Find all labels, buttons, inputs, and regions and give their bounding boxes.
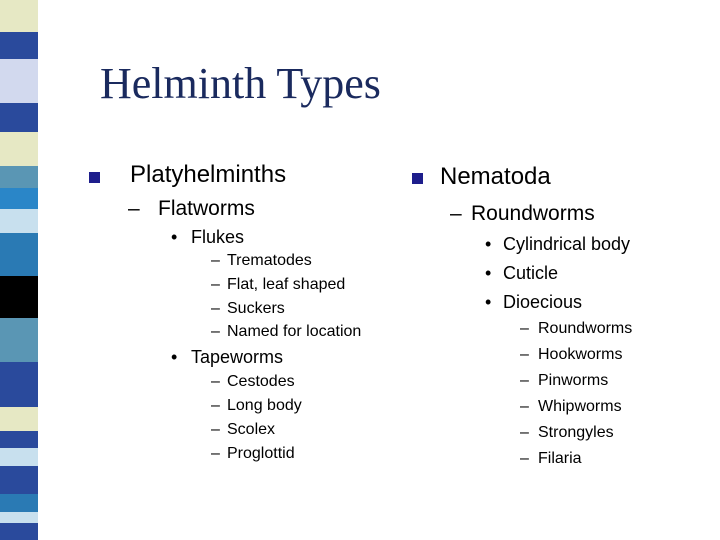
dash-bullet: –: [211, 421, 220, 438]
dot-bullet: •: [485, 292, 492, 312]
dot-bullet: •: [171, 347, 178, 367]
dot-bullet: •: [485, 263, 492, 283]
stripe-segment: [0, 407, 38, 431]
right-heading: Nematoda: [440, 163, 551, 190]
list-item: Cestodes: [227, 373, 295, 390]
left-sub: Flatworms: [158, 197, 255, 220]
stripe-segment: [0, 318, 38, 342]
dash-bullet: –: [211, 276, 220, 293]
list-item: Strongyles: [538, 424, 614, 441]
list-item: Filaria: [538, 450, 582, 467]
right-point: Cuticle: [503, 263, 559, 283]
stripe-segment: [0, 132, 38, 166]
list-item: Long body: [227, 397, 302, 414]
stripe-segment: [0, 466, 38, 494]
list-item: Whipworms: [538, 398, 622, 415]
dash-bullet: –: [211, 300, 220, 317]
list-item: Pinworms: [538, 372, 609, 389]
list-item: Flat, leaf shaped: [227, 276, 346, 293]
list-item: Roundworms: [538, 320, 633, 337]
stripe-segment: [0, 448, 38, 466]
dash-bullet: –: [211, 445, 220, 462]
stripe-segment: [0, 0, 38, 32]
dash-bullet: –: [520, 450, 529, 467]
list-item: Named for location: [227, 323, 362, 340]
dash-bullet: –: [211, 373, 220, 390]
right-point: Cylindrical body: [503, 234, 631, 254]
dash-bullet: –: [520, 398, 529, 415]
stripe-segment: [0, 188, 38, 209]
right-point: Dioecious: [503, 292, 583, 312]
left-heading: Platyhelminths: [130, 161, 287, 188]
dash-bullet: –: [520, 372, 529, 389]
list-item: Trematodes: [227, 252, 312, 269]
dot-bullet: •: [485, 234, 492, 254]
stripe-segment: [0, 342, 38, 362]
list-item: Hookworms: [538, 346, 623, 363]
dash-bullet: –: [211, 323, 220, 340]
dash-bullet: –: [520, 424, 529, 441]
stripe-segment: [0, 32, 38, 59]
list-item: Scolex: [227, 421, 276, 438]
dash-bullet: –: [211, 252, 220, 269]
left-group-tapeworms: Tapeworms: [191, 347, 284, 367]
stripe-segment: [0, 209, 38, 233]
dash-bullet: –: [450, 202, 462, 225]
dash-bullet: –: [211, 397, 220, 414]
list-item: Proglottid: [227, 445, 295, 462]
left-group-flukes: Flukes: [191, 227, 245, 247]
dash-bullet: –: [128, 197, 140, 220]
stripe-segment: [0, 512, 38, 523]
stripe-segment: [0, 362, 38, 407]
right-sub: Roundworms: [471, 202, 595, 225]
stripe-segment: [0, 523, 38, 540]
dash-bullet: –: [520, 346, 529, 363]
stripe-segment: [0, 431, 38, 448]
slide-title: Helminth Types: [100, 59, 381, 108]
dash-bullet: –: [520, 320, 529, 337]
stripe-segment: [0, 276, 38, 318]
stripe-segment: [0, 103, 38, 132]
stripe-segment: [0, 494, 38, 512]
list-item: Suckers: [227, 300, 285, 317]
stripe-segment: [0, 166, 38, 188]
stripe-segment: [0, 233, 38, 276]
stripe-segment: [0, 59, 38, 103]
square-bullet-icon: [412, 173, 423, 184]
decorative-stripe: [0, 0, 38, 540]
square-bullet-icon: [89, 172, 100, 183]
dot-bullet: •: [171, 227, 178, 247]
